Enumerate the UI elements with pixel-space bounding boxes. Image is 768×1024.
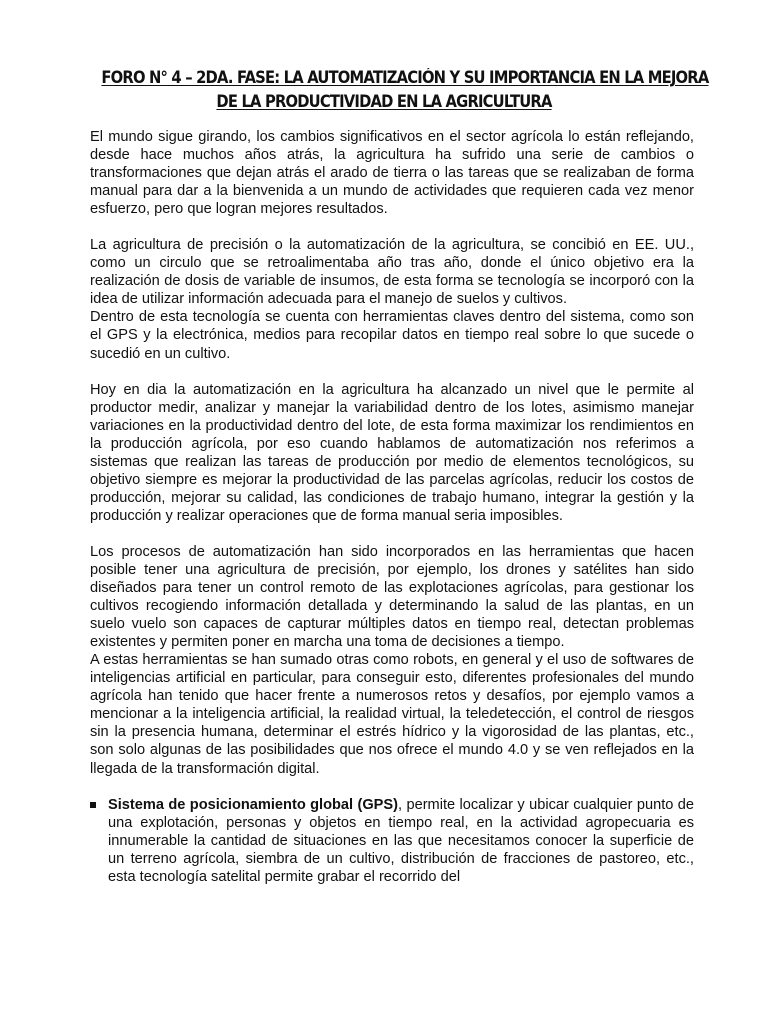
document-body xyxy=(90,128,694,886)
square-bullet-icon xyxy=(90,802,96,808)
bullet-item-gps xyxy=(90,796,694,886)
bullet-text: , permite localizar y ubicar cualquier punto de una explotación, personas y objetos en tiempo real, en la actividad agropecuaria es innumerable la cantidad de situaciones en las que necesitamos conocer la superficie de un terreno agrícola, siembra de un cultivo, distribución de fracciones de pastoreo, etc., esta tecnología satelital permite grabar el recorrido del xyxy=(108,796,694,885)
paragraph-precision-agriculture: La agricultura de precisión o la automatización de la agricultura, se concibió en EE. UU., como un circulo que se retroalimentaba año tras año, donde el único objetivo era la realización de dosis de variable de insumos, de esta forma se tecnología se incorporó con la idea de utilizar información adecuada para el manejo de suelos y cultivos. xyxy=(90,237,694,308)
paragraph-intro: El mundo sigue girando, los cambios significativos en el sector agrícola lo están reflejando, desde hace muchos años atrás, la agricultura ha sufrido una serie de cambios o transformaciones que dejan atrás el arado de tierra o las tareas que se realizaban de forma manual para dar a la bienvenida a un mundo de actividades que requieren cada vez menor esfuerzo, pero que logran mejores resultados. xyxy=(90,129,694,218)
document-title xyxy=(101,66,709,114)
paragraph-robots-ai: A estas herramientas se han sumado otras como robots, en general y el uso de softwares de inteligencias artificial en particular, para conseguir esto, diferentes profesionales del mundo agrícola han tenido que hacer frente a numerosos retos y desafíos, por ejemplo vamos a mencionar a la inteligencia artificial, la realidad virtual, la teledetección, el control de riesgos sin la presencia humana, determinar el estrés hídrico y la vigorosidad de las plantas, etc., son solo algunas de las posibilidades que nos ofrece el mundo 4.0 y se ven reflejados en la llegada de la transformación digital. xyxy=(90,652,694,777)
paragraph-automation-processes: Los procesos de automatización han sido incorporados en las herramientas que hacen posible tener una agricultura de precisión, por ejemplo, los drones y satélites han sido diseñados para tener un control remoto de las explotaciones agrícolas, para gestionar los cultivos recogiendo información detallada y determinando la salud de las plantas, en un suelo vuelo son capaces de capturar múltiples datos en tiempo real, detectan problemas existentes y permiten poner en marcha una toma de decisiones a tiempo. xyxy=(90,543,694,651)
paragraph-spacer xyxy=(90,525,694,543)
paragraph-spacer xyxy=(90,363,694,381)
title-line-2: DE LA PRODUCTIVIDAD EN LA AGRICULTURA xyxy=(216,92,552,111)
paragraph-automation-today: Hoy en dia la automatización en la agricultura ha alcanzado un nivel que le permite al productor medir, analizar y manejar la variabilidad dentro de los lotes, asimismo manejar variaciones en la productividad dentro del lote, de esta forma maximizar los rendimientos en la producción agrícola, por eso cuando hablamos de automatización nos referimos a sistemas que realizan las tareas de producción por medio de elementos tecnológicos, su objetivo siempre es mejorar la productividad de las parcelas agrícolas, reducir los costos de producción, mejorar su calidad, las condiciones de trabajo humano, integrar la gestión y la producción y realizar operaciones que de forma manual seria imposibles. xyxy=(90,381,694,524)
paragraph-technology-tools: Dentro de esta tecnología se cuenta con herramientas claves dentro del sistema, como son el GPS y la electrónica, medios para recopilar datos en tiempo real sobre lo que sucede o sucedió en un cultivo. xyxy=(90,309,694,362)
title-line-1: FORO N° 4 – 2DA. FASE: LA AUTOMATIZACIÓN Y SU IMPORTANCIA EN LA MEJORA xyxy=(101,68,709,87)
paragraph-spacer xyxy=(90,218,694,236)
paragraph-spacer xyxy=(90,778,694,796)
bullet-heading: Sistema de posicionamiento global (GPS) xyxy=(108,796,399,813)
